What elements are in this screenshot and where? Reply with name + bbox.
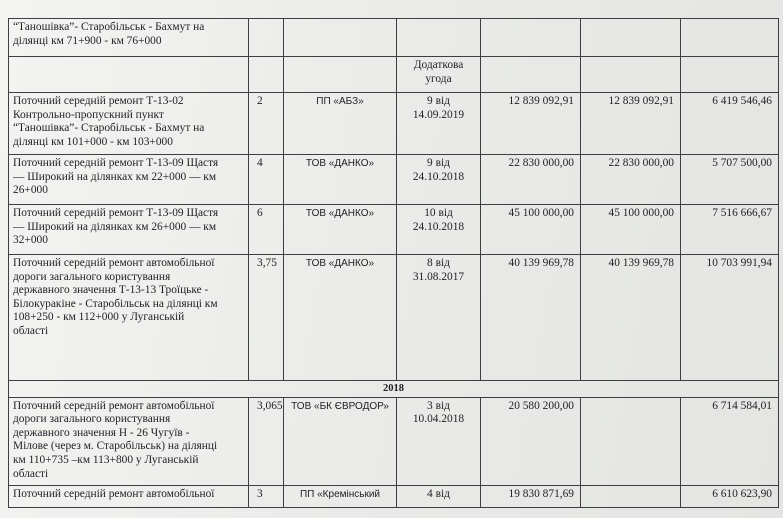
row-contractor: [284, 19, 397, 57]
row-contractor: ПП «Кремінський: [284, 485, 397, 507]
row-paid: 6 610 623,90: [681, 485, 779, 507]
row-paid: 5 707 500,00: [681, 155, 779, 205]
table-row: [9, 19, 779, 57]
row-cost: [481, 19, 581, 57]
row-length: 3,75: [249, 255, 284, 381]
row-contract-sum: 12 839 092,91: [581, 93, 681, 155]
row-agreement: 3 від 10.04.2018: [397, 397, 481, 485]
year-separator-row: [9, 381, 779, 398]
row-contract-sum: [581, 485, 681, 507]
row-contract-sum: 45 100 000,00: [581, 205, 681, 255]
row-contract-sum: 40 139 969,78: [581, 255, 681, 381]
table-row: [9, 155, 779, 205]
row-contract-sum: [581, 57, 681, 93]
row-paid: [681, 57, 779, 93]
row-agreement: 4 від: [397, 485, 481, 507]
row-description: Поточний середній ремонт автомобільної дороги загального користування державного значення Т-13-13 Троїцьке - Білокуракіне - Старобільськ на ділянці км 108+250 - км 112+000 у Луганській області: [9, 255, 249, 381]
row-description: Поточний середній ремонт Т-13-09 Щастя — Широкий на ділянках км 26+000 — км 32+000: [9, 205, 249, 255]
row-cost: 19 830 871,69: [481, 485, 581, 507]
row-contract-sum: [581, 19, 681, 57]
row-contractor: ТОВ «ДАНКО»: [284, 205, 397, 255]
row-length: 3,065: [249, 397, 284, 485]
row-description: [9, 57, 249, 93]
row-length: 6: [249, 205, 284, 255]
row-paid: 6 714 584,01: [681, 397, 779, 485]
table-row: [9, 485, 779, 507]
row-cost: [481, 57, 581, 93]
row-length: 2: [249, 93, 284, 155]
row-description: Поточний середній ремонт Т-13-09 Щастя — Широкий на ділянках км 22+000 — км 26+000: [9, 155, 249, 205]
row-agreement: Додаткова угода: [397, 57, 481, 93]
row-description: “Таношівка”- Старобільськ - Бахмут на ділянці км 71+900 - км 76+000: [9, 19, 249, 57]
row-cost: 20 580 200,00: [481, 397, 581, 485]
row-contractor: [284, 57, 397, 93]
row-description: Поточний середній ремонт автомобільної дороги загального користування державного значення Н - 26 Чугуїв - Мілове (через м. Старобільськ) на ділянці км 110+735 –км 113+800 у Луганській області: [9, 397, 249, 485]
row-description: Поточний середній ремонт Т-13-02 Контрольно-пропускний пункт “Таношівка”- Старобільськ - Бахмут на ділянці км 101+000 - км 103+000: [9, 93, 249, 155]
year-label: 2018: [9, 381, 779, 398]
row-agreement: 8 від 31.08.2017: [397, 255, 481, 381]
row-cost: 22 830 000,00: [481, 155, 581, 205]
row-length: [249, 19, 284, 57]
row-description: Поточний середній ремонт автомобільної: [9, 485, 249, 507]
row-contract-sum: [581, 397, 681, 485]
table-row: [9, 205, 779, 255]
row-contractor: ТОВ «ДАНКО»: [284, 255, 397, 381]
row-length: 3: [249, 485, 284, 507]
row-cost: 12 839 092,91: [481, 93, 581, 155]
row-paid: [681, 19, 779, 57]
row-contractor: ТОВ «БК ЄВРОДОР»: [284, 397, 397, 485]
row-contractor: ПП «АБЗ»: [284, 93, 397, 155]
row-agreement: 10 від 24.10.2018: [397, 205, 481, 255]
row-length: [249, 57, 284, 93]
row-contract-sum: 22 830 000,00: [581, 155, 681, 205]
table-row: [9, 397, 779, 485]
row-agreement: 9 від 14.09.2019: [397, 93, 481, 155]
table-row: [9, 57, 779, 93]
row-agreement: 9 від 24.10.2018: [397, 155, 481, 205]
row-paid: 6 419 546,46: [681, 93, 779, 155]
row-cost: 40 139 969,78: [481, 255, 581, 381]
row-agreement: [397, 19, 481, 57]
row-cost: 45 100 000,00: [481, 205, 581, 255]
road-repair-table: [8, 18, 779, 508]
row-paid: 10 703 991,94: [681, 255, 779, 381]
row-contractor: ТОВ «ДАНКО»: [284, 155, 397, 205]
row-length: 4: [249, 155, 284, 205]
table-row: [9, 255, 779, 381]
table-row: [9, 93, 779, 155]
row-paid: 7 516 666,67: [681, 205, 779, 255]
